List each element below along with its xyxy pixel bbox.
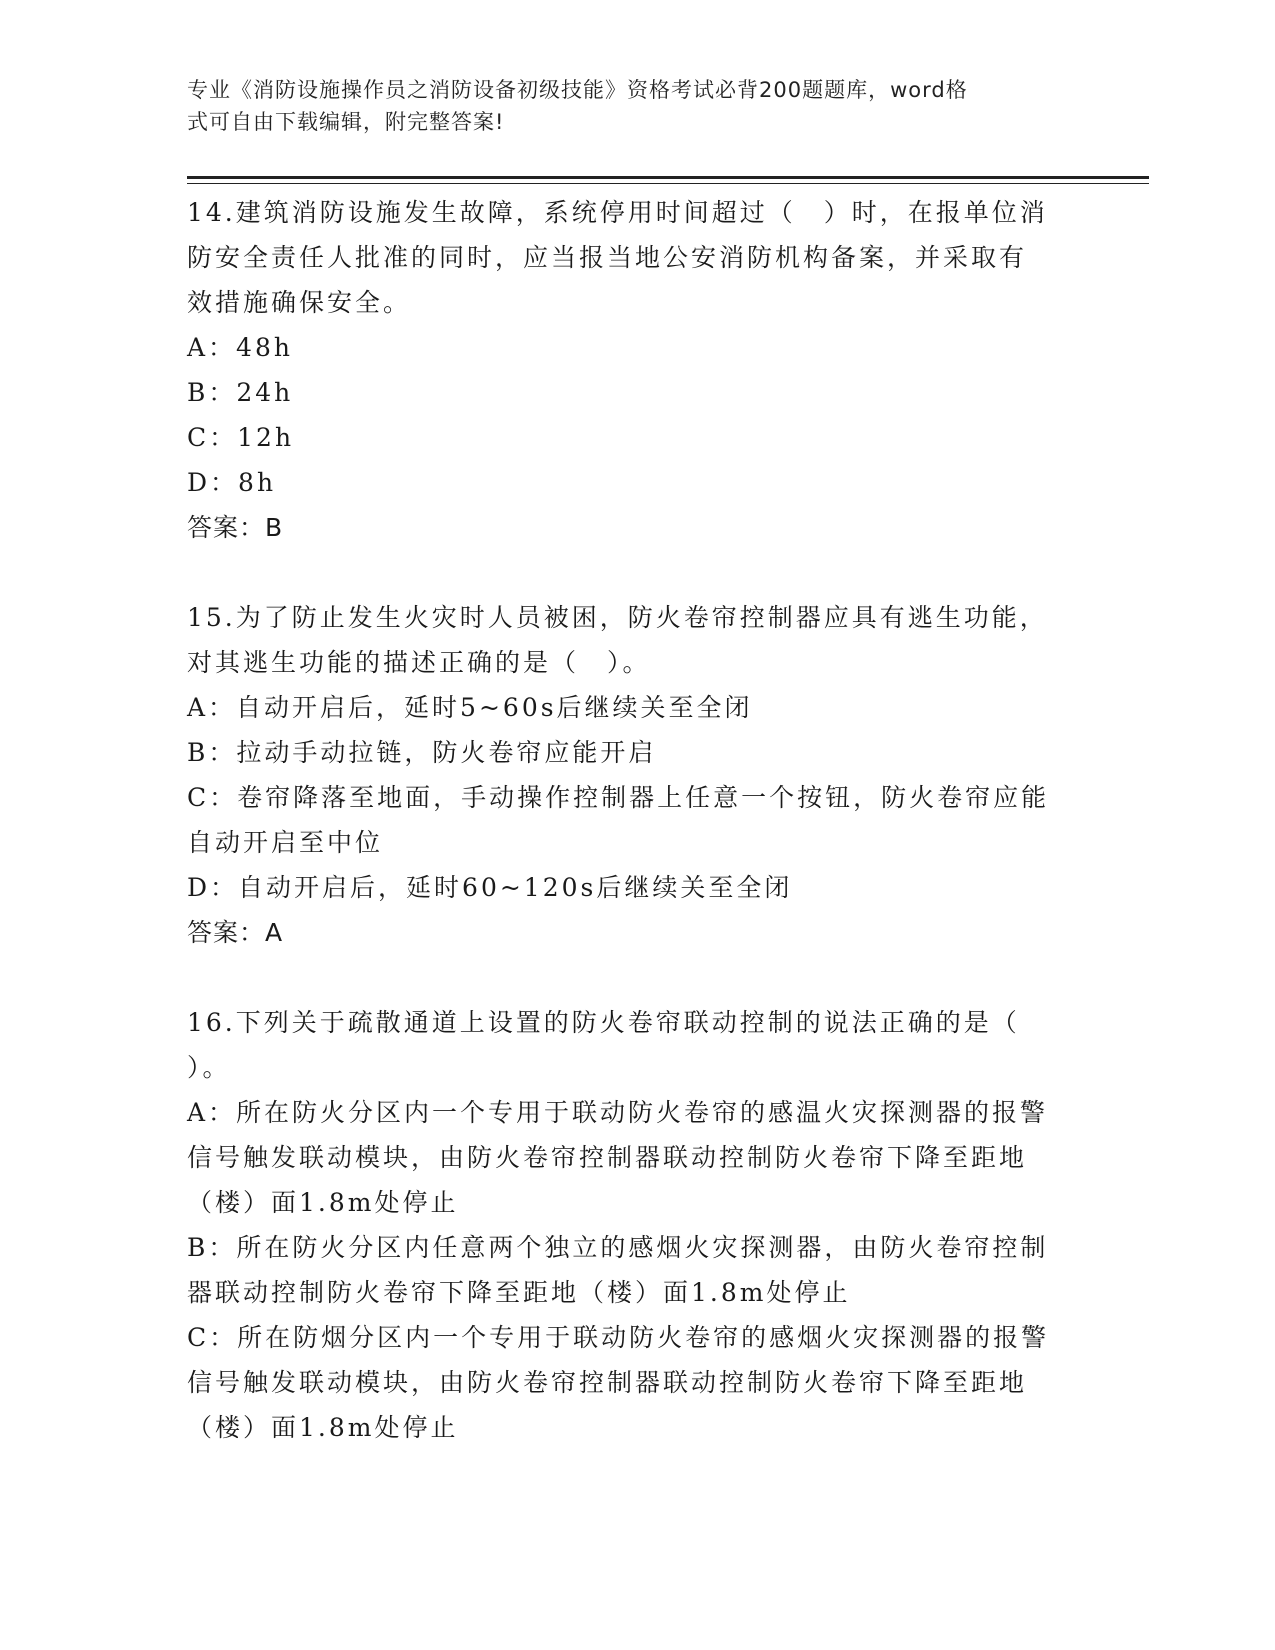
question-15: [187, 595, 1087, 955]
question-16: [187, 1000, 1087, 1450]
header-divider-thick: [187, 176, 1149, 179]
option-b: B：24h: [187, 378, 294, 407]
header-line-2: 式可自由下载编辑，附完整答案!: [187, 110, 505, 134]
answer-line: 答案：B: [187, 513, 284, 542]
option-c: C：12h: [187, 423, 295, 452]
question-stem-line: 效措施确保安全。: [187, 288, 412, 317]
option-a: A：48h: [187, 333, 293, 362]
header-divider-thin: [187, 183, 1149, 184]
question-stem-line: 防安全责任人批准的同时，应当报当地公安消防机构备案，并采取有: [187, 243, 1028, 272]
option-a: A：所在防火分区内一个专用于联动防火卷帘的感温火灾探测器的报警: [187, 1098, 1049, 1127]
option-b-continued: 器联动控制防火卷帘下降至距地（楼）面1.8m处停止: [187, 1278, 851, 1307]
question-stem-line: 14.建筑消防设施发生故障，系统停用时间超过（ ）时，在报单位消: [187, 198, 1048, 227]
option-a-continued: （楼）面1.8m处停止: [187, 1188, 459, 1217]
option-c: C：所在防烟分区内一个专用于联动防火卷帘的感烟火灾探测器的报警: [187, 1323, 1050, 1352]
option-c-continued: （楼）面1.8m处停止: [187, 1413, 459, 1442]
header-line-1: 专业《消防设施操作员之消防设备初级技能》资格考试必背200题题库，word格: [187, 78, 968, 102]
question-stem-line: 16.下列关于疏散通道上设置的防火卷帘联动控制的说法正确的是（: [187, 1008, 1020, 1037]
option-a-continued: 信号触发联动模块，由防火卷帘控制器联动控制防火卷帘下降至距地: [187, 1143, 1028, 1172]
answer-line: 答案：A: [187, 918, 284, 947]
option-c-continued: 自动开启至中位: [187, 828, 384, 857]
question-list: [187, 190, 1087, 1495]
document-header: [187, 74, 1067, 138]
option-d: D：8h: [187, 468, 277, 497]
option-b: B：拉动手动拉链，防火卷帘应能开启: [187, 738, 657, 767]
question-stem-line: 15.为了防止发生火灾时人员被困，防火卷帘控制器应具有逃生功能，: [187, 603, 1048, 632]
option-c: C：卷帘降落至地面，手动操作控制器上任意一个按钮，防火卷帘应能: [187, 783, 1050, 812]
question-stem-line: ）。: [187, 1053, 231, 1082]
option-b: B：所在防火分区内任意两个独立的感烟火灾探测器，由防火卷帘控制: [187, 1233, 1049, 1262]
question-14: [187, 190, 1087, 550]
option-a: A：自动开启后，延时5~60s后继续关至全闭: [187, 693, 753, 722]
option-c-continued: 信号触发联动模块，由防火卷帘控制器联动控制防火卷帘下降至距地: [187, 1368, 1028, 1397]
option-d: D：自动开启后，延时60~120s后继续关至全闭: [187, 873, 793, 902]
question-stem-line: 对其逃生功能的描述正确的是（ ）。: [187, 648, 651, 677]
